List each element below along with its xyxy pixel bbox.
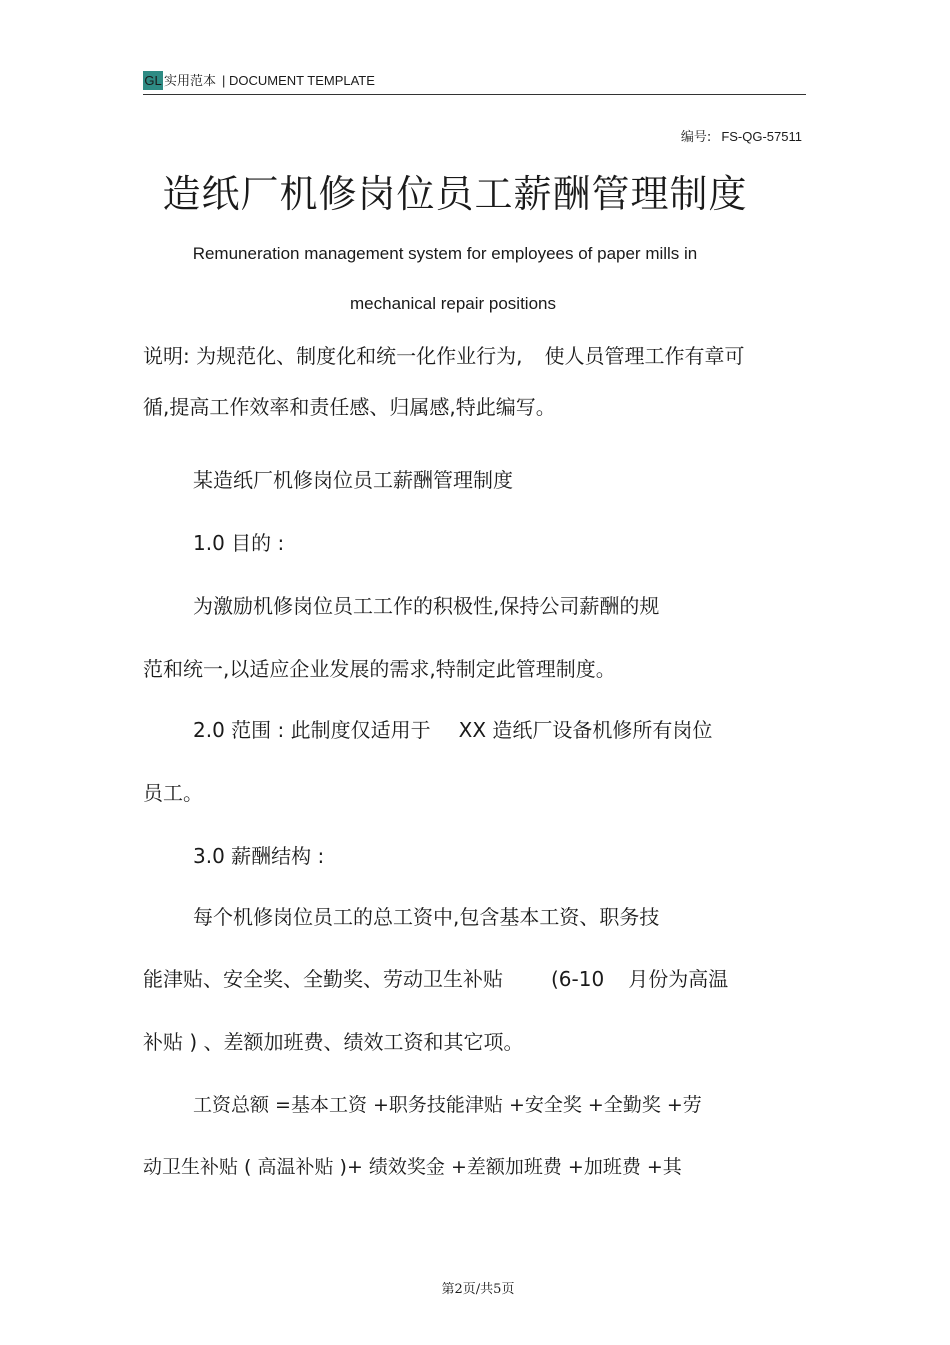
section-3-para-line-2: [143, 965, 728, 993]
doc-code-label: 编号:: [680, 130, 712, 145]
section-3-para-line-2a: 能津贴、安全奖、全勤奖、劳动卫生补贴: [143, 967, 503, 991]
section-1-para-line-1: 为激励机修岗位员工工作的积极性,保持公司薪酬的规: [193, 594, 660, 618]
section-3-para-line-3: 补贴 ) 、差额加班费、绩效工资和其它项。: [143, 1030, 524, 1054]
section-1-para-line-2: 范和统一,以适应企业发展的需求,特制定此管理制度。: [143, 657, 616, 681]
body-heading: 某造纸厂机修岗位员工薪酬管理制度: [193, 468, 513, 492]
section-3-para-line-2b: (6-10: [551, 967, 605, 991]
document-code: [681, 126, 802, 145]
header-label: [164, 71, 375, 91]
section-2-line-2: 员工。: [143, 781, 203, 805]
section-3-para-line-2c: 月份为高温: [628, 967, 729, 991]
section-1-title: 1.0 目的 :: [193, 531, 285, 555]
section-3-formula-line-1: 工资总额 =基本工资 +职务技能津贴 +安全奖 +全勤奖 +劳: [193, 1094, 702, 1116]
english-subtitle-line-1: Remuneration management system for employees of paper mills in: [192, 244, 698, 263]
document-header: [143, 70, 806, 95]
page-number: 第2页/共5页: [441, 1282, 515, 1297]
section-2-scope-a: 2.0 范围 : 此制度仅适用于: [193, 718, 431, 742]
section-2-line-1: [193, 716, 712, 744]
header-label-cn: 实用范本: [164, 74, 217, 89]
english-subtitle-line-2: mechanical repair positions: [350, 294, 556, 313]
document-title: 造纸厂机修岗位员工薪酬管理制度: [162, 172, 748, 216]
section-2-scope-b: XX 造纸厂设备机修所有岗位: [458, 718, 713, 742]
section-3-title: 3.0 薪酬结构 :: [193, 844, 325, 868]
doc-code-value: FS-QG-57511: [721, 129, 802, 144]
intro-line-1a: 说明: 为规范化、制度化和统一化作业行为,: [143, 344, 523, 368]
section-3-para-line-1: 每个机修岗位员工的总工资中,包含基本工资、职务技: [193, 905, 660, 929]
gl-logo: GL: [144, 73, 162, 88]
intro-line-1b: 使人员管理工作有章可: [544, 344, 745, 368]
intro-line-2: 循,提高工作效率和责任感、归属感,特此编写。: [143, 395, 556, 419]
intro-line-1: [143, 342, 744, 370]
section-3-formula-line-2: 动卫生补贴 ( 高温补贴 )+ 绩效奖金 +差额加班费 +加班费 +其: [143, 1156, 682, 1178]
header-label-en: | DOCUMENT TEMPLATE: [222, 73, 375, 88]
